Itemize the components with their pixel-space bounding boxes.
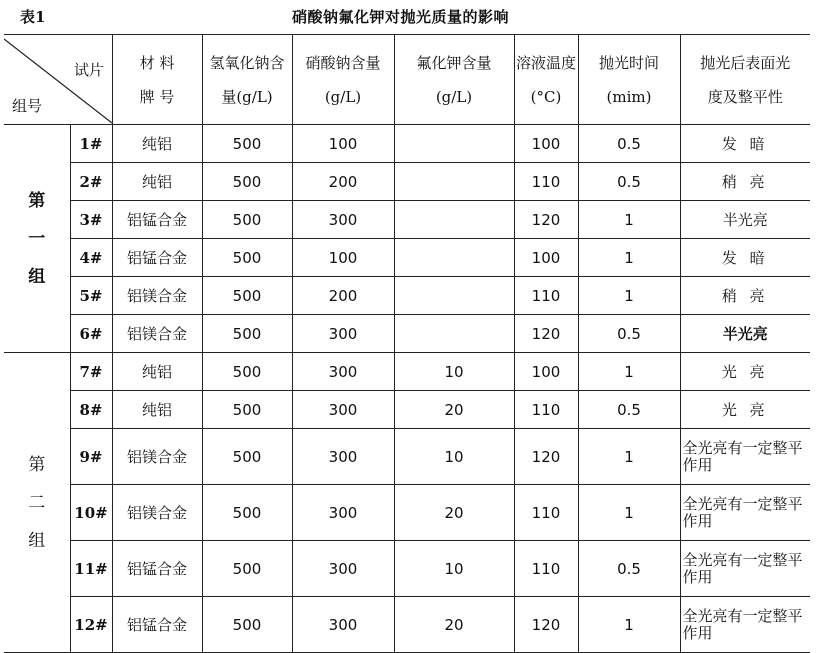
group-two-cell: 第 二 组: [4, 353, 70, 653]
temperature-cell: 110: [514, 485, 578, 541]
material-header: 材 料 牌 号: [112, 35, 202, 125]
time-cell: 0.5: [578, 541, 680, 597]
result-cell: 全光亮有一定整平作用: [680, 541, 810, 597]
result-cell: 半光亮: [680, 201, 810, 239]
temperature-cell: 110: [514, 391, 578, 429]
kf-cell: [394, 239, 514, 277]
result-cell: 全光亮有一定整平作用: [680, 485, 810, 541]
time-cell: 1: [578, 353, 680, 391]
temperature-cell: 100: [514, 125, 578, 163]
table-number: 表1: [20, 8, 46, 26]
table-caption: 硝酸钠氟化钾对抛光质量的影响: [292, 8, 510, 26]
temperature-cell: 110: [514, 277, 578, 315]
table-row: [4, 239, 810, 277]
nano3-cell: 300: [292, 315, 394, 353]
kf-cell: 20: [394, 597, 514, 653]
kf-cell: [394, 125, 514, 163]
result-cell: 半光亮: [680, 315, 810, 353]
trial-id: 7#: [70, 353, 112, 391]
kf-cell: [394, 201, 514, 239]
group-one-cell: 第 一 组: [4, 125, 70, 353]
diagonal-header-cell: [4, 35, 112, 125]
material-cell: 纯铝: [112, 391, 202, 429]
time-cell: 0.5: [578, 315, 680, 353]
naoh-header: 氢氧化钠含 量(g/L): [202, 35, 292, 125]
nano3-cell: 300: [292, 201, 394, 239]
time-cell: 1: [578, 485, 680, 541]
result-cell: 发 暗: [680, 125, 810, 163]
temperature-cell: 120: [514, 315, 578, 353]
trial-id: 4#: [70, 239, 112, 277]
material-cell: 铝镁合金: [112, 429, 202, 485]
results-table: [4, 34, 810, 653]
nano3-cell: 200: [292, 277, 394, 315]
time-cell: 1: [578, 429, 680, 485]
table-row: [4, 277, 810, 315]
time-cell: 0.5: [578, 391, 680, 429]
kf-cell: 10: [394, 541, 514, 597]
kf-cell: 20: [394, 391, 514, 429]
table-row: [4, 353, 810, 391]
nano3-cell: 100: [292, 239, 394, 277]
nano3-cell: 300: [292, 485, 394, 541]
table-row: [4, 485, 810, 541]
material-cell: 纯铝: [112, 163, 202, 201]
group-header: 组号: [12, 97, 43, 115]
table-row: [4, 429, 810, 485]
trial-id: 8#: [70, 391, 112, 429]
naoh-cell: 500: [202, 353, 292, 391]
material-cell: 铝镁合金: [112, 485, 202, 541]
time-cell: 1: [578, 201, 680, 239]
time-header: 抛光时间 (mim): [578, 35, 680, 125]
time-cell: 1: [578, 597, 680, 653]
trial-id: 9#: [70, 429, 112, 485]
naoh-cell: 500: [202, 391, 292, 429]
nano3-cell: 300: [292, 353, 394, 391]
result-cell: 光 亮: [680, 391, 810, 429]
table-row: [4, 201, 810, 239]
naoh-cell: 500: [202, 277, 292, 315]
header-row: [4, 35, 810, 125]
naoh-cell: 500: [202, 201, 292, 239]
result-cell: 稍 亮: [680, 277, 810, 315]
naoh-cell: 500: [202, 597, 292, 653]
temperature-cell: 120: [514, 429, 578, 485]
time-cell: 1: [578, 239, 680, 277]
naoh-cell: 500: [202, 485, 292, 541]
material-cell: 铝锰合金: [112, 597, 202, 653]
time-cell: 1: [578, 277, 680, 315]
time-cell: 0.5: [578, 163, 680, 201]
naoh-cell: 500: [202, 429, 292, 485]
material-cell: 纯铝: [112, 125, 202, 163]
temperature-header: 溶液温度 (°C): [514, 35, 578, 125]
kf-cell: 10: [394, 429, 514, 485]
trial-id: 5#: [70, 277, 112, 315]
time-cell: 0.5: [578, 125, 680, 163]
table-row: [4, 541, 810, 597]
table-title-row: [0, 0, 816, 30]
table-row: [4, 391, 810, 429]
temperature-cell: 110: [514, 541, 578, 597]
nano3-cell: 300: [292, 429, 394, 485]
table-row: [4, 125, 810, 163]
kf-cell: 10: [394, 353, 514, 391]
kf-cell: [394, 277, 514, 315]
kf-cell: [394, 315, 514, 353]
result-cell: 全光亮有一定整平作用: [680, 429, 810, 485]
material-cell: 铝锰合金: [112, 239, 202, 277]
trial-id: 3#: [70, 201, 112, 239]
material-cell: 铝镁合金: [112, 277, 202, 315]
nano3-cell: 100: [292, 125, 394, 163]
naoh-cell: 500: [202, 315, 292, 353]
temperature-cell: 100: [514, 353, 578, 391]
trial-id: 1#: [70, 125, 112, 163]
table-row: [4, 315, 810, 353]
trial-id: 11#: [70, 541, 112, 597]
trial-id: 12#: [70, 597, 112, 653]
trial-id: 2#: [70, 163, 112, 201]
kf-header: 氟化钾含量 (g/L): [394, 35, 514, 125]
material-cell: 纯铝: [112, 353, 202, 391]
nano3-cell: 300: [292, 597, 394, 653]
temperature-cell: 110: [514, 163, 578, 201]
nano3-header: 硝酸钠含量 (g/L): [292, 35, 394, 125]
naoh-cell: 500: [202, 163, 292, 201]
trial-id: 10#: [70, 485, 112, 541]
nano3-cell: 300: [292, 391, 394, 429]
kf-cell: [394, 163, 514, 201]
nano3-cell: 300: [292, 541, 394, 597]
naoh-cell: 500: [202, 125, 292, 163]
temperature-cell: 120: [514, 201, 578, 239]
naoh-cell: 500: [202, 541, 292, 597]
temperature-cell: 120: [514, 597, 578, 653]
result-cell: 发 暗: [680, 239, 810, 277]
result-cell: 全光亮有一定整平作用: [680, 597, 810, 653]
naoh-cell: 500: [202, 239, 292, 277]
result-cell: 光 亮: [680, 353, 810, 391]
table-row: [4, 163, 810, 201]
trial-id: 6#: [70, 315, 112, 353]
material-cell: 铝锰合金: [112, 201, 202, 239]
result-cell: 稍 亮: [680, 163, 810, 201]
material-cell: 铝锰合金: [112, 541, 202, 597]
nano3-cell: 200: [292, 163, 394, 201]
kf-cell: 20: [394, 485, 514, 541]
material-cell: 铝镁合金: [112, 315, 202, 353]
table-row: [4, 597, 810, 653]
temperature-cell: 100: [514, 239, 578, 277]
result-header: 抛光后表面光 度及整平性: [680, 35, 810, 125]
trial-header: 试片: [74, 61, 105, 79]
